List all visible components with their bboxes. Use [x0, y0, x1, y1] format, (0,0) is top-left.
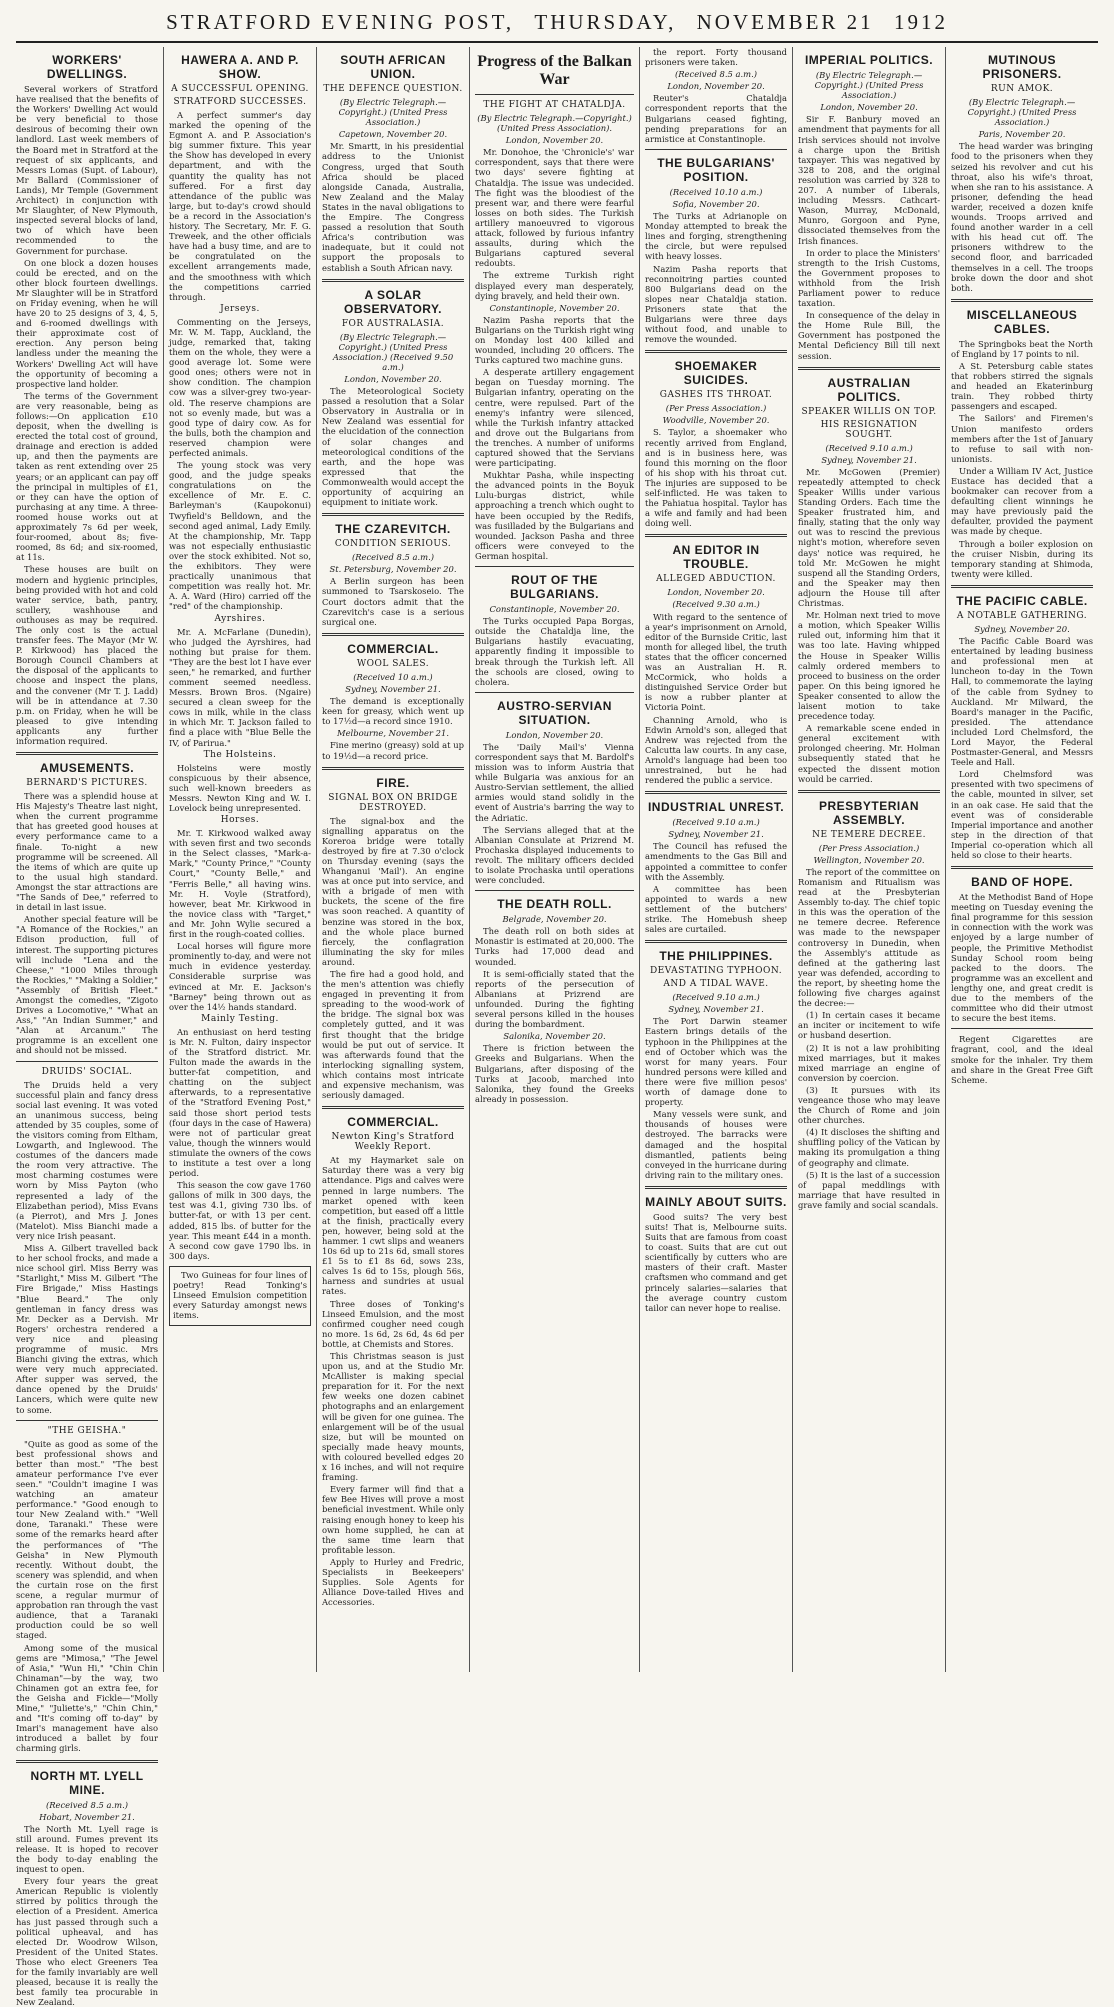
dateline: Hobart, November 21.: [39, 1811, 135, 1822]
dateline: Melbourne, November 21.: [337, 728, 449, 739]
article-paragraph: (5) It is the last of a succession of papal meddlings with marriage that have resulted in grave family and social scandals.: [798, 1169, 941, 1210]
article-paragraph: The death roll on both sides at Monastir is estimated at 20,000. The Turks had 17,000 dead and wounded.: [475, 926, 635, 967]
advertisement: [169, 1266, 311, 1326]
article-paragraph: It is semi-officially stated that the reports of the persecution of Albanians at Prizrend are unfounded. During the fighting several persons killed in the houses during the bombardment.: [475, 968, 635, 1030]
article-paragraph: The North Mt. Lyell rage is still around. Fumes prevent its release. It is hoped to recover the body to-day enabling the inquest to open.: [16, 1823, 158, 1875]
divider: [951, 1028, 1093, 1029]
article-paragraph: A St. Petersburg cable states that robbers stirred the signals and headed an Ekaterinburg train. They robbed thirty passengers and escaped.: [951, 360, 1094, 412]
dateline: Sydney, November 20.: [974, 623, 1070, 634]
received-note: (Received 8.5 a.m.): [45, 1799, 129, 1810]
article-paragraph: Fine merino (greasy) sold at up to 19½d—a record price.: [322, 740, 464, 761]
article-paragraph: Apply to Hurley and Fredric, Specialists in Beekeepers' Supplies. Sole Agents for Alliance Dove-tailed Hives and Accessories.: [322, 1556, 464, 1608]
article-subtitle: WOOL SALES.: [356, 658, 430, 669]
article-paragraph: The fire had a good hold, and the men's attention was chiefly engaged in preventing it from spreading to the wood-work of the bridge. The signal box was completely gutted, and it was first thought that the bridge would be put out of service. It was afterwards found that the interlocking signalling system, which contains most intricate and expensive mechanism, was seriously damaged.: [322, 969, 464, 1101]
article-subtitle: AND A TIDAL WAVE.: [663, 979, 769, 990]
article-title: MUTINOUS PRISONERS.: [982, 53, 1062, 81]
article-paragraph: In order to place the Ministers' strength to the Irish Customs, the Government proposes to withhold from the Irish Parliament power to reduce taxation.: [798, 247, 941, 309]
dateline: Salonika, November 20.: [503, 1031, 606, 1042]
divider: [645, 940, 787, 943]
article-paragraph: The Servians alleged that at the Albanian Consulate at Prizrend M. Prochaska displayed inducements to revolt. The military officers decided to isolate Prochaska until operations were concluded.: [475, 824, 635, 886]
article-title: PRESBYTERIAN ASSEMBLY.: [819, 798, 920, 827]
article-paragraph: Miss A. Gilbert travelled back to her school frocks, and made a nice school girl. Miss Berry was "Starlight," Miss M. Gilbert "The Fire Brigade," Miss Hastings "Blue Beard." The only gentleman in fancy dress was Mr. Decker as a Dervish. Mr Rogers' orchestra rendered a very nice and pleasing programme of music. Mrs Bianchi giving the extras, which were very much appreciated. After supper was served, the dance opened by the Druids' Lancers, which were quite new to some.: [16, 1243, 158, 1415]
article-title: NORTH MT. LYELL MINE.: [30, 1768, 144, 1797]
divider: [322, 279, 464, 282]
divider: [475, 890, 634, 891]
article-subtitle: A SUCCESSFUL OPENING.: [171, 84, 309, 94]
received-note: (Per Press Association.): [665, 403, 767, 414]
article-paragraph: The Druids held a very successful plain and fancy dress social last evening. It was voted an unanimous success, being attended by 35 couples, some of the visitors coming from Eltham, Lowgarth, and Inglewood. The costumes of the dancers made the room very attractive. The most charming costumes were worn by Miss Payton (who represented a lady of the Elizabethan period), Miss Evans (a Pierrot), and Mrs J. Jones (Matelot). Miss Bianchi made a very nice Irish peasant.: [16, 1079, 158, 1241]
received-note: (By Electric Telegraph.—Copyright.) (United Press Association.): [814, 70, 924, 101]
article-paragraph: Mr. Donohoe, the 'Chronicle's' war correspondent, says that there were two days' severe fighting at Chataldja. The issue was undecided. The fight was the bloodiest of the present war, and there were fearful losses on both sides. The Turkish artillery manoeuvred to vigorous attack, followed by furious infantry assaults, during which the Bulgarians captured several redoubts.: [475, 147, 635, 269]
article-paragraph: At the Methodist Band of Hope meeting on Tuesday evening the final programme for this session in connection with the work was enjoyed by a large number of people, the Primitive Methodist Sunday School room being packed to the doors. The programme was an excellent and lengthy one, and great credit is due to the members of the committee who did their utmost to secure the best items.: [951, 892, 1094, 1024]
divider: [645, 791, 787, 794]
article-paragraph: Many vessels were sunk, and thousands of houses were destroyed. The barracks were damaged and the hospital dismantled, patients being conveyed in the hurricane during driving rain to the military ones.: [645, 1109, 788, 1180]
article-paragraph: Through a boiler explosion on the cruiser Nisbin, during its temporary standing at Shimoda, twenty were killed.: [951, 538, 1094, 579]
divider: [798, 790, 940, 793]
divider: [475, 94, 634, 95]
article-paragraph: (2) It is not a law prohibiting mixed marriages, but it makes mixed marriage an engine of conversion by coercion.: [798, 1042, 941, 1083]
article-subtitle: HIS RESIGNATION SOUGHT.: [820, 419, 918, 440]
article-subtitle: THE DEFENCE QUESTION.: [323, 84, 463, 94]
article-title: THE PHILIPPINES.: [659, 949, 773, 964]
article-paragraph: Three doses of Tonking's Linseed Emulsion, and the most confirmed cougher need cough no more. 1s 6d, 2s 6d, 4s 6d per bottle, at Chemists and Stores.: [322, 1298, 464, 1349]
section-head: Horses.: [220, 815, 260, 826]
article-title: FIRE.: [376, 775, 410, 790]
article-paragraph: Good suits? The very best suits! That is, Melbourne suits. Suits that are famous from coast to coast. Suits that are cut out scientifically by cutters who are masters of their craft. Master craftsmen who command and get princely salaries—salaries that the average country custom tailor can never hope to realise.: [645, 1211, 788, 1313]
article-paragraph: The Council has refused the amendments to the Gas Bill and appointed a committee to confer with the Assembly.: [645, 841, 788, 882]
article-paragraph: This season the cow gave 1760 gallons of milk in 300 days, the test was 4.1, giving 730 lbs. of butter-fat, or with 13 per cent. added, 815 lbs. of butter for the year. This meant £44 in a month. A second cow gave 1790 lbs. in 300 days.: [169, 1180, 311, 1261]
received-note: (Received 8.5 a.m.): [674, 69, 758, 80]
article-paragraph: A desperate artillery engagement began on Tuesday morning. The Bulgarian infantry, operating on the centre, were repulsed. Part of the enemy's infantry were silenced, while the Turkish infantry attacked and drove out the Bulgarians from the trenches. A number of uniforms captured showed that the Servians were participating.: [475, 367, 635, 469]
article-title: BAND OF HOPE.: [971, 875, 1073, 890]
received-note: (Received 8.5 a.m.): [351, 552, 435, 563]
dateline: Paris, November 20.: [978, 129, 1066, 140]
divider: [645, 149, 787, 150]
dateline: Belgrade, November 20.: [502, 914, 607, 925]
article-paragraph: On one block a dozen houses could be erected, and on the other block fourteen dwellings. Mr Slaughter will be in Stratford on Friday evening, when he will have 20 to 25 designs of 3, 4, 5, and 6-roomed dwellings with their approximate cost of erection. Any person being landless under the meaning the Workers' Dwelling Act will have the opportunity of becoming a prospective land holder.: [16, 257, 158, 389]
dateline: Constantinople, November 20.: [489, 302, 620, 313]
article-paragraph: Every four years the great American Republic is violently stirred by politics through the election of a President. America has just passed through such a political upheaval, and has elected Dr. Woodrow Wilson, President of the United States. Those who elect Greeners Tea for the family invariably are well pleased, because it is really the best family tea procurable in New Zealand.: [16, 1876, 158, 2007]
article-paragraph: (4) It discloses the shifting and shuffling policy of the Vatican by making its promulgation a thing of geography and climate.: [798, 1127, 941, 1168]
article-paragraph: Mr. A. McFarlane (Dunedin), who judged the Ayrshires, had nothing but praise for them. "They are the best lot I have ever seen," he remarked, and further comment seemed needless. Messrs. Brown Bros. (Ngaire) secured a clean sweep for the cows in milk, while in the class in which Mr. T. Jackson failed to find a place with "Blue Belle the IV, of Parirua.": [169, 626, 311, 748]
received-note: (Received 10.10 a.m.): [669, 186, 763, 197]
article-paragraph: These houses are built on modern and hygienic principles, being provided with hot and cold water service, bath, pantry, scullery, washhouse and outhouses as may be required. The only cost is the actual transfer fees. The Mayor (Mr W. P. Kirkwood) has placed the Borough Council Chambers at the disposal of the applicants to choose and inspect the plans, and the convener (Mr T. J. Ladd) will be in attendance at 7.30 p.m. on Friday, when he will be pleased to give intending applicants any further information required.: [16, 564, 158, 746]
article-paragraph: The signal-box and the signalling apparatus on the Koreroa bridge were totally destroyed by fire at 7.30 o'clock on Thursday evening (says the Whanganui 'Mail'). An engine was at once put into service, and with a brigade of men with buckets, the scene of the fire was soon reached. A quantity of benzine was stored in the box, and the whole place burned fiercely, the conflagration illuminating the sky for miles around.: [322, 815, 464, 967]
article-paragraph: The demand is exceptionally keen for greasy, which went up to 17½d—a record since 1910.: [322, 696, 464, 727]
article-title: WORKERS' DWELLINGS.: [46, 53, 128, 81]
dateline: London, November 20.: [667, 587, 765, 598]
article-paragraph: Nazim Pasha reports that the Bulgarians on the Turkish right wing on Monday lost 400 killed and wounded, including 20 officers. The Turks captured two machine guns.: [475, 314, 635, 366]
article-paragraph: Nazim Pasha reports that reconnoitring parties counted 800 Bulgarians dead on the slopes near Chataldja station. Prisoners state that the Bulgarians were three days without food, and unable to remove the wounded.: [645, 263, 788, 345]
article-subtitle: SPEAKER WILLIS ON TOP.: [801, 406, 937, 417]
article-subtitle: RUN AMOK.: [990, 84, 1054, 94]
article-paragraph: Commenting on the Jerseys, Mr. W. M. Tapp, Auckland, the judge, remarked that, taking them on the whole, they were a good average lot. Some were good ones; others were not in show condition. The champion cow was a silver-grey two-year-old. The reserve champions are not so evenly made, but was a good type of dairy cow. As for the bulls, both the champion and reserved champion were perfected animals.: [169, 316, 311, 458]
article-subtitle: SIGNAL BOX ON BRIDGE DESTROYED.: [328, 792, 458, 813]
article-paragraph: There is friction between the Greeks and Bulgarians. When the Bulgarians, after disposing of the Turks at Jacoob, marched into Salonika, they found the Greeks already in possession.: [475, 1043, 635, 1104]
dateline: Woodville, November 20.: [662, 415, 770, 426]
article-paragraph: Mr. McGowen (Premier) repeatedly attempted to check Speaker Willis under various Standing Orders. Each time the Speaker frustrated him, and finally, stating that the only way out was to rescind the previous night's motion, wherefore seven days' notice was required, he told Mr. McGowen he might suspend all the Standing Orders, and the Speaker may then adjourn the House till after Christmas.: [798, 466, 941, 609]
dateline: Constantinople, November 20.: [489, 604, 620, 615]
article-subtitle: DEVASTATING TYPHOON.: [649, 966, 783, 977]
article-subtitle: STRATFORD SUCCESSES.: [173, 97, 307, 107]
weekday: THURSDAY,: [534, 10, 677, 34]
dateline: London, November 20.: [820, 102, 918, 113]
received-note: (Received 10 a.m.): [353, 671, 433, 682]
article-subtitle: THE FIGHT AT CHATALDJA.: [483, 100, 626, 110]
article-paragraph: A committee has been appointed to wards a new settlement of the butchers' strike. The Homebush sheep sales are curtailed.: [645, 883, 788, 935]
dateline: Sydney, November 21.: [821, 454, 917, 465]
section-head: The Holsteins.: [203, 749, 277, 760]
divider: [322, 767, 464, 770]
dateline: London, November 20.: [505, 135, 604, 146]
received-note: (Per Press Association.): [818, 842, 920, 853]
dateline: London, November 20.: [667, 81, 765, 92]
article-title: MAINLY ABOUT SUITS.: [645, 1194, 787, 1209]
article-title: AUSTRO-SERVIAN SITUATION.: [497, 698, 612, 727]
divider: [16, 752, 158, 755]
section-head: Jerseys.: [220, 303, 260, 314]
article-paragraph: Under a William IV Act, Justice Eustace has decided that a bookmaker can recover from a defaulting client winnings he may have previously paid the defaulter, provided the payment was made by cheque.: [951, 465, 1094, 537]
article-paragraph: A perfect summer's day marked the opening of the Egmont A. and P. Association's big summer fixture. This year the Show has developed in every department, and with the quantity the quality has not suffered. For a first day attendance of the public was large, but to-day's crowd should be a record in the Association's history. The Secretary, Mr. F. G. Treweek, and the other officials have had a busy time, and are to be congratulated on the excellent arrangements made, and the smoothness with which the competitions carried through.: [169, 110, 311, 302]
article-title: THE PACIFIC CABLE.: [956, 593, 1088, 608]
article-paragraph: Every farmer will find that a few Bee Hives will prove a most beneficial investment. While only raising enough honey to keep his own home supplied, he can at the same time learn that profitable lesson.: [322, 1484, 464, 1555]
article-paragraph: the report. Forty thousand prisoners were taken.: [645, 47, 788, 68]
article-paragraph: Channing Arnold, who is Edwin Arnold's son, alleged that Andrew was rejected from the Calcutta law courts. In any case, Arnold's language had been too unrestrained, but he had rendered the public a service.: [645, 714, 788, 786]
article-title: INDUSTRIAL UNREST.: [647, 800, 785, 815]
article-paragraph: Mukhtar Pasha, while inspecting the advanced points in the Boyuk Lulu-burgas district, while approaching a trench which ought to have been occupied by the Redifs, was fusilladed by the Bulgarians and wounded. Jackson Pasha and three officers were conveyed to the German hospital.: [475, 470, 635, 561]
article-subtitle: DRUIDS' SOCIAL.: [41, 1066, 133, 1077]
received-note: (Received 9.10 a.m.): [825, 442, 913, 453]
article-paragraph: The Pacific Cable Board was entertained by leading business and professional men at luncheon to-day in the Town Hall, to commemorate the laying of the cable from Sydney to Auckland. Mr Milward, the Board's manager in the Pacific, presided. The attendance included Lord Chelmsford, the Lord Mayor, the Federal Postmaster-General, and Messrs Teele and Hall.: [951, 636, 1094, 768]
issue-year: 1912: [893, 10, 948, 34]
article-subtitle: ALLEGED ABDUCTION.: [656, 574, 776, 585]
article-paragraph: Lord Chelmsford was presented with two specimens of the cable, mounted in silver, set in an oak case. He said that the event was of considerable Imperial importance and another step in the direction of that Imperial co-operation which all held so close to their hearts.: [951, 769, 1094, 860]
article-paragraph: A remarkable scene ended in general excitement with prolonged cheering. Mr. Holman subsequently stated that he expected the dissent motion would be carried.: [798, 723, 941, 784]
received-note: (Received 9.10 a.m.): [672, 817, 760, 828]
dateline: Wellington, November 20.: [813, 854, 925, 865]
divider: [951, 585, 1093, 588]
article-paragraph: Several workers of Stratford have realised that the benefits of the Workers' Dwelling Act would be very beneficial to those desirous of becoming their own landlord. Last week members of the Board met in Stratford at the request of six applicants, and Messrs Lomas (Supt. of Labour), Mr Ballard (Commissioner of Lands), Mr Temple (Government Architect) in conjunction with Mr Slaughter, of New Plymouth, inspected several blocks of land, two of which have been recommended to the Government for purchase.: [16, 84, 158, 256]
article-title: ROUT OF THE BULGARIANS.: [510, 573, 599, 602]
article-subtitle: Newton King's Stratford Weekly Report.: [331, 1132, 455, 1153]
received-note: (By Electric Telegraph.—Copyright.) (United Press Association.): [338, 97, 448, 128]
article-paragraph: Regent Cigarettes are fragrant, cool, and the ideal smoke for the inhaler. Try them and share in the Great Free Gift Scheme.: [951, 1034, 1094, 1085]
article-paragraph: Holsteins were mostly conspicuous by their absence, such well-known breeders as Messrs. Newton King and W. I. Lovelock being unrepresented.: [169, 762, 311, 813]
article-subtitle: A NOTABLE GATHERING.: [956, 610, 1088, 621]
received-note: (Received 9.10 a.m.): [672, 992, 760, 1003]
article-paragraph: The Meteorological Society passed a resolution that a Solar Observatory in Australia or in New Zealand was essential for the elucidation of the connection of solar changes and meteorological conditions of the earth, and the hope was expressed that the Commonwealth would accept the opportunity of acquiring an equipment to initiate work.: [322, 386, 464, 508]
article-paragraph: The head warder was bringing food to the prisoners when they seized his revolver and cut his throat, also his wife's throat, when she ran to his assistance. A prisoner, defending the head warder, received a dozen knife wounds. Troops arrived and found another warder in a cell with his head cut off. The prisoners withdrew to the second floor, and barricaded themselves in a cell. The troops broke down the door and shot both.: [951, 141, 1094, 293]
article-paragraph: The Turks occupied Papa Borgas, outside the Chataldja line, the Bulgarians hastily evacuating, apparently finding it impossible to break through the Turkish left. All the schools are closed, owing to cholera.: [475, 616, 635, 687]
article-subtitle: CONDITION SERIOUS.: [334, 539, 452, 550]
article-subtitle: GASHES ITS THROAT.: [659, 390, 773, 401]
article-paragraph: Reuter's Chataldja correspondent reports that the Bulgarians ceased fighting, pending preparations for an armistice at Constantinople.: [645, 93, 788, 144]
article-paragraph: At my Haymarket sale on Saturday there was a very big attendance. Pigs and calves were penned in large numbers. The market opened with keen competition, but eased off a little at the finish, practically every pen, however, being sold at the hammer. 1 cwt slips and weaners 10s 6d up to 21s 6d, small stores £1 5s to £1 8s 6d, sows 23s, calves 1s 6d to 15s, plough 56s, harness and sundries at usual rates.: [322, 1155, 464, 1297]
article-paragraph: "Quite as good as some of the best professional shows and better than most." "The best amateur performance I've ever seen." "Couldn't imagine I was watching an amateur performance." "Good enough to tour New Zealand with." "Well done, Taranaki." These were some of the remarks heard after the performances of "The Geisha" in New Plymouth recently. Without doubt, the scenery was splendid, and when the curtain rose on the first scene, a regular murmur of approbation ran through the vast audience, that a Taranaki production could be so well staged.: [16, 1438, 158, 1641]
received-note: (Received 9.30 a.m.): [672, 599, 760, 610]
article-paragraph: There was a splendid house at His Majesty's Theatre last night, when the current programme that has greeted good houses at every performance came to a finale. To-night a new programme will be screened. All the items of which are quite up to the usual high standard. Amongst the star attractions are "The Sands of Dee," referred to in detail in last issue.: [16, 791, 158, 913]
column-7: [946, 47, 1098, 1672]
article-paragraph: The 'Daily Mail's' Vienna correspondent says that M. Bardolf's mission was to inform Austria that while Bulgaria was anxious for an Austro-Servian settlement, the allied armies would stand solidly in the event of Austria's barring the way to the Adriatic.: [475, 741, 635, 823]
article-paragraph: Local horses will figure more prominently to-day, and were not much in evidence yesterday. Considerable surprise was evinced at Mr. E. Jackson's "Barney" being thrown out as over the 14½ hands standard.: [169, 941, 311, 1012]
article-paragraph: The Springboks beat the North of England by 17 points to nil.: [951, 338, 1094, 359]
article-title: COMMERCIAL.: [347, 641, 439, 656]
article-title: AUSTRALIAN POLITICS.: [827, 375, 911, 404]
masthead: [16, 6, 1098, 43]
article-title: MISCELLANEOUS CABLES.: [966, 307, 1078, 336]
divider: [645, 350, 787, 353]
section-head: Mainly Testing.: [201, 1013, 279, 1024]
article-paragraph: The report of the committee on Romanism and Ritualism was read at the Presbyterian Assembly to-day. The chief topic in this was the operation of the ne temere decree. Reference was made to the newspaper controversy in Dunedin, when the Assembly's attitude as defined at the gathering last year was defended, according to the report, by sheeting home the following five charges against the decree:—: [798, 866, 941, 1009]
article-paragraph: The young stock was very good, and the judge speaks congratulations on the excellence of Mr. E. C. Barleyman's (Kaupokonui) Twyfield's Belldown, and the second aged animal, Lady Emily. At the championship, Mr. Tapp was not especially enthusiastic over the stock exhibited. Not so, the exhibitors. They were practically unanimous that competition was really hot. Mr. A. A. Ward (Hiro) carried off the "red" of the championship.: [169, 460, 311, 612]
divider: [951, 299, 1093, 302]
column-1: [16, 47, 164, 2007]
article-title: THE BULGARIANS' POSITION.: [657, 155, 775, 184]
article-subtitle: FOR AUSTRALASIA.: [341, 318, 445, 329]
divider: [645, 534, 787, 537]
section-head: Ayrshires.: [214, 613, 266, 624]
article-subtitle: BERNARD'S PICTURES.: [26, 778, 148, 789]
dateline: London, November 20.: [344, 373, 442, 384]
divider: [16, 1061, 158, 1062]
article-subtitle: NE TEMERE DECREE.: [812, 829, 926, 840]
divider: [16, 1420, 158, 1421]
issue-date: NOVEMBER 21: [696, 10, 874, 34]
article-paragraph: An enthusiast on herd testing is Mr. N. Fulton, dairy inspector of the Stratford district. Mr. Fulton made the awards in the butter-fat competition, and chatting on the subject afterwards, to a representative of the "Stratford Evening Post," said those short period tests (four days in the case of Hawera) were not of particular great value, though the winners would stimulate the owners of the cows to institute a test over a long period.: [169, 1026, 311, 1179]
dateline: Sydney, November 21.: [668, 829, 764, 840]
article-title: Progress of the Balkan War: [477, 53, 632, 88]
divider: [322, 1106, 464, 1109]
article-paragraph: (3) It pursues with its vengeance those who may leave the Church of Rome and join other churches.: [798, 1084, 941, 1126]
article-paragraph: S. Taylor, a shoemaker who recently arrived from England, and is in business here, was found this morning on the floor of his shop with his throat cut. The injuries are supposed to be self-inflicted. He was taken to the Pahiatua hospital. Taylor has a wife and family and had been doing well.: [645, 427, 788, 529]
article-title: A SOLAR OBSERVATORY.: [343, 287, 443, 316]
article-subtitle: "THE GEISHA.": [47, 1425, 127, 1436]
dateline: Sydney, November 21.: [668, 1004, 764, 1015]
paper-name: STRATFORD EVENING POST,: [166, 10, 515, 34]
article-title: HAWERA A. AND P. SHOW.: [181, 53, 299, 81]
dateline: Sofia, November 20.: [672, 198, 760, 209]
ad-text: Two Guineas for four lines of poetry! Read Tonking's Linseed Emulsion competition every Saturday amongst news items.: [173, 1269, 307, 1321]
column-5: [640, 47, 793, 1672]
divider: [16, 1760, 158, 1763]
article-paragraph: The terms of the Government are very reasonable, being as follows:—On application £10 deposit, when the dwelling is erected the total cost of ground, drainage and erection is added up, and then the payments are taken as rent extending over 25 years; or an applicant can pay off the principal in multiples of £1, or they can have the option of purchasing at any time. A three-roomed house works out at approximately 7s 6d per week, four-roomed, about 8s; five-roomed, 8s 6d; and six-roomed, at 11s.: [16, 390, 158, 563]
article-paragraph: Another special feature will be "A Romance of the Rockies," an Edison production, full of interest. The supporting pictures will include "Lena and the Cheese," "1000 Miles through the Rockies," "Making a Soldier," "Assembly of British Fleet." Amongst the comedies, "Zigoto Drives a Locomotive," "What an Ass," "An Indian Summer," and "Alan at Arcanum." The programme is an excellent one and should not be missed.: [16, 914, 158, 1056]
article-title: SHOEMAKER SUICIDES.: [674, 359, 758, 388]
article-paragraph: Sir F. Banbury moved an amendment that payments for all Irish services should not involve a charge upon the British taxpayer. This was negatived by 328 to 208, and the original resolution was carried by 328 to 207. A number of Liberals, including Messrs. Cathcart-Wason, Murray, McDonald, Munro, Gorgoon and Pyne, dissociated themselves from the Irish finances.: [798, 114, 941, 246]
received-note: (By Electric Telegraph.—Copyright.) (United Press Association.): [967, 97, 1077, 128]
article-paragraph: Mr. Holman next tried to move a motion, which Speaker Willis ruled out, informing him that it was too late. Having whipped the House in Speaker Willis calmly ordered members to proceed to business on the order paper. On this being ignored he Speaker consented to allow the laisent motion to take precedence today.: [798, 610, 941, 722]
divider: [475, 692, 634, 693]
divider: [475, 566, 634, 567]
article-title: SOUTH AFRICAN UNION.: [340, 53, 446, 81]
article-title: IMPERIAL POLITICS.: [804, 53, 934, 67]
article-paragraph: In consequence of the delay in the Home Rule Bill, the Government has postponed the Mental Deficiency Bill till next session.: [798, 310, 941, 361]
divider: [322, 513, 464, 516]
received-note: (By Electric Telegraph.—Copyright.) (United Press Association).: [477, 113, 632, 134]
divider: [645, 1186, 787, 1189]
article-paragraph: The Sailors' and Firemen's Union manifesto orders members after the 1st of January to refuse to sail with non-unionists.: [951, 413, 1094, 464]
article-title: THE CZAREVITCH.: [335, 522, 451, 537]
article-paragraph: The Port Darwin steamer Eastern brings details of the typhoon in the Philippines at the end of October which was the worst for many years. Four hundred persons were killed and there were five million pesos' worth of damage done to property.: [645, 1016, 788, 1108]
article-title: AMUSEMENTS.: [39, 761, 135, 776]
article-paragraph: (1) In certain cases it became an inciter or incitement to wife or husband desertion.: [798, 1010, 941, 1041]
dateline: Capetown, November 20.: [338, 129, 448, 140]
dateline: St. Petersburg, November 20.: [329, 564, 457, 575]
columns: [16, 47, 1098, 2007]
column-2: [164, 47, 317, 1672]
article-paragraph: Mr. Smartt, in his presidential address to the Unionist Congress, urged that South Africa should be placed alongside Canada, Australia, New Zealand and the Malay States in the naval obligations to the Empire. The Congress passed a resolution that South Africa's contribution was inadequate, but it could not support the proposals to establish a South African navy.: [322, 141, 464, 273]
divider: [322, 633, 464, 636]
article-paragraph: A Berlin surgeon has been summoned to Tsarskoseio. The Court doctors admit that the Czarevitch's case is a serious surgical one.: [322, 576, 464, 627]
article-paragraph: With regard to the sentence of a year's imprisonment on Arnold, editor of the Burnside Critic, last month for alleged libel, the truth states that the officer concerned was an Australian H. R. McCormick, who holds a distinguished Service Order but is now a rubber planter at Victoria Point.: [645, 611, 788, 713]
article-title: AN EDITOR IN TROUBLE.: [672, 543, 760, 572]
article-title: THE DEATH ROLL.: [497, 897, 612, 912]
article-paragraph: Mr. T. Kirkwood walked away with seven first and two seconds in the Select classes, "Mark-a-Mark," "County Prince," "County Court," "County Belle," and "Ferris Belle," all having wins. Mr. H. Voyle (Stratford), however, beat Mr. Kirkwood in the novice class with "Target," and Mr. John Wylie secured a first in the rough-coated collies.: [169, 828, 311, 940]
dateline: London, November 20.: [505, 729, 604, 740]
column-6: [793, 47, 946, 1672]
divider: [798, 367, 940, 370]
column-4: [470, 47, 640, 1672]
column-3: [317, 47, 470, 1672]
article-paragraph: Among some of the musical gems are "Mimosa," "The Jewel of Asia," "Wun Hi," "Chin Chin Chinaman"—by the way, two Chinamen got an extra fee, for the Geisha and Fickle—"Molly Mine," "Juliette's," "Chin Chin," and "It's coming off to-day" by Imari's management have also introduced a ballet by four charming girls.: [16, 1642, 158, 1754]
dateline: Sydney, November 21.: [345, 683, 441, 694]
article-paragraph: This Christmas season is just upon us, and at the Studio Mr. McAllister is making special preparation for it. For the next few weeks one dozen cabinet photographs and an enlargement will be given for one guinea. The enlargement will be of the usual size, but will be mounted on specially made heavy mounts, with coloured bevelled edges 20 x 16 inches, and will not require framing.: [322, 1351, 464, 1483]
article-paragraph: The extreme Turkish right displayed every man desperately, dying bravely, and held their own.: [475, 270, 635, 301]
article-title: COMMERCIAL.: [347, 1115, 439, 1130]
article-paragraph: The Turks at Adrianople on Monday attempted to break the lines and forging, strengthening the circle, but were repulsed with heavy losses.: [645, 211, 788, 262]
received-note: (By Electric Telegraph.—Copyright.) (United Press Association.) (Received 9.50 a.m.): [332, 331, 454, 372]
divider: [951, 866, 1093, 869]
